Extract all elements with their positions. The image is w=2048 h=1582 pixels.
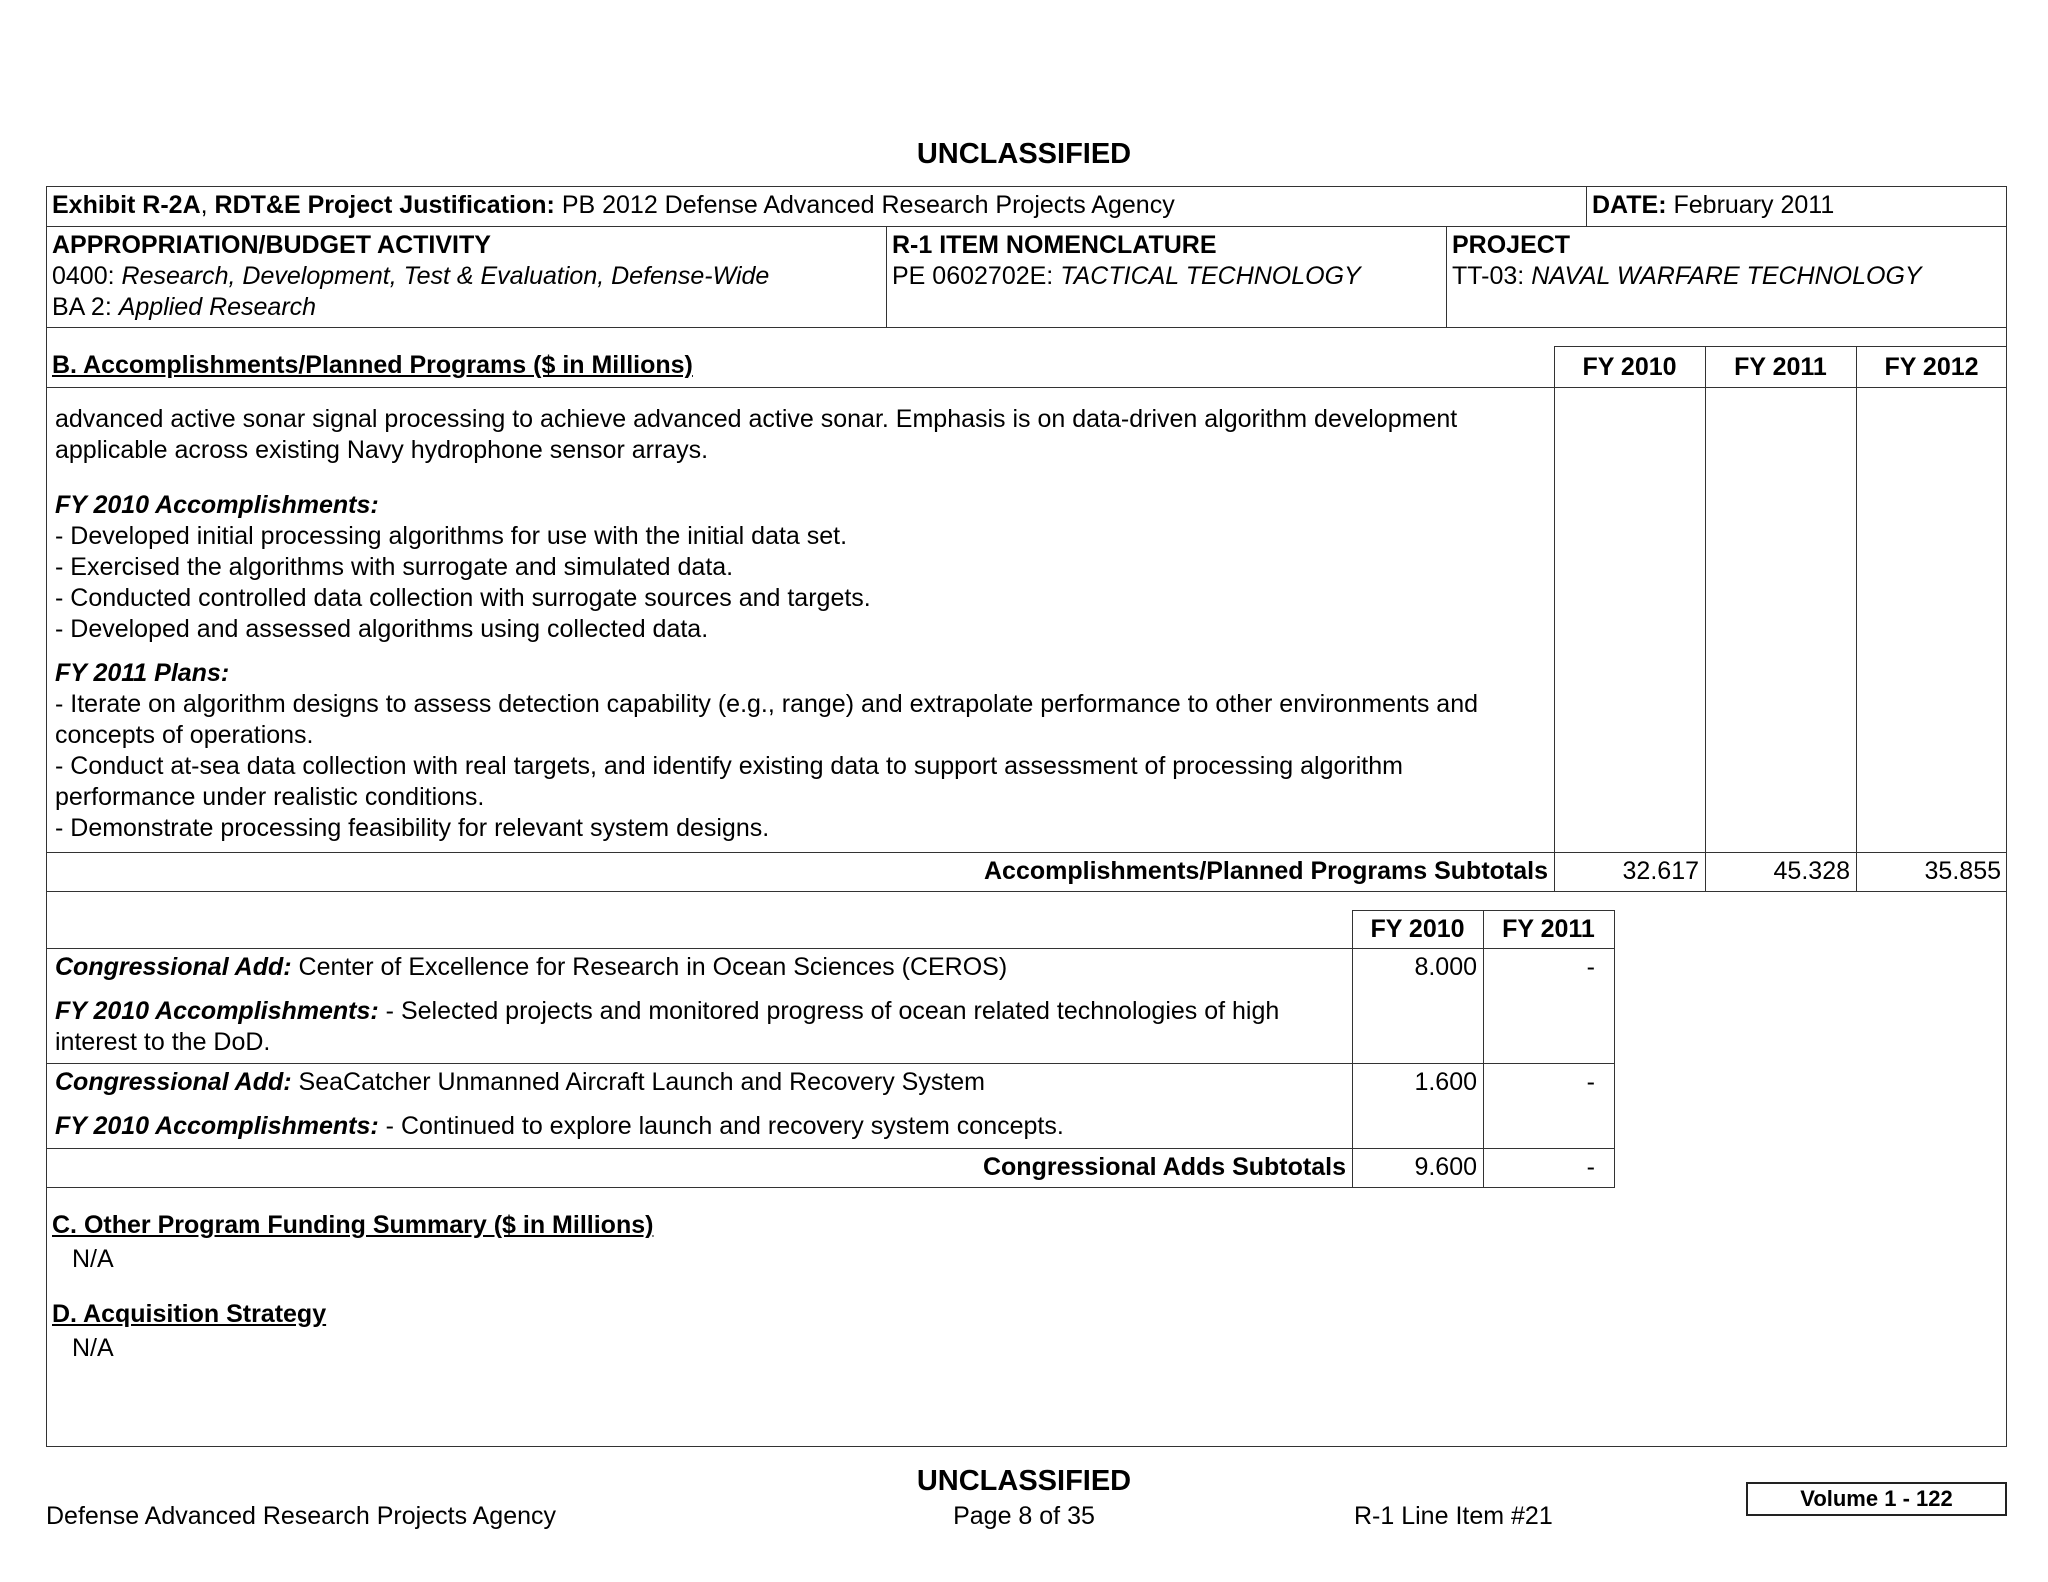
exhibit-title: Exhibit R-2A, RDT&E Project Justification: PB 2012 Defense Advanced Research Projects Agency [52, 191, 1175, 219]
list-item: performance under realistic conditions. [55, 783, 485, 811]
subtotal-fy2011: 45.328 [1773, 857, 1850, 885]
divider [46, 1187, 1614, 1188]
divider [46, 327, 2007, 328]
section-b-title: B. Accomplishments/Planned Programs ($ in Millions) [52, 351, 693, 379]
divider [46, 1063, 1614, 1064]
divider [1554, 346, 2007, 347]
cong-header-fy2010: FY 2010 [1370, 915, 1465, 943]
date-field: DATE: February 2011 [1592, 191, 1835, 219]
cong-subtotal-fy2011: - [1586, 1153, 1595, 1181]
divider [1586, 186, 1587, 227]
divider [46, 226, 2007, 227]
list-item: - Developed initial processing algorithms for use with the initial data set. [55, 522, 848, 550]
divider [46, 891, 2007, 892]
cong-row-1-fy2010: 8.000 [1414, 953, 1477, 981]
cong-row-1-fy2011: - [1586, 953, 1595, 981]
divider [1705, 346, 1706, 892]
cong-row-2-fy2010: 1.600 [1414, 1068, 1477, 1096]
list-item: - Demonstrate processing feasibility for relevant system designs. [55, 814, 770, 842]
footer-volume: Volume 1 - 122 [1746, 1482, 2007, 1516]
divider [46, 852, 2007, 853]
list-item: - Iterate on algorithm designs to assess detection capability (e.g., range) and extrapolate performance to other environments and [55, 690, 1479, 718]
appropriation-block: APPROPRIATION/BUDGET ACTIVITY 0400: Research, Development, Test & Evaluation, Defense-Wide BA 2: Applied Research [52, 231, 770, 321]
section-d-title: D. Acquisition Strategy [52, 1300, 327, 1328]
col-header-fy2010: FY 2010 [1582, 353, 1677, 381]
section-d-value: N/A [72, 1334, 114, 1362]
cong-header-fy2011: FY 2011 [1502, 915, 1595, 943]
classification-bottom: UNCLASSIFIED [916, 1465, 1132, 1497]
subtotal-fy2010: 32.617 [1622, 857, 1699, 885]
list-item: concepts of operations. [55, 721, 314, 749]
cong-subtotal-fy2010: 9.600 [1414, 1153, 1477, 1181]
subtotal-label: Accomplishments/Planned Programs Subtotals [983, 857, 1548, 885]
divider [1446, 226, 1447, 328]
cong-row-2-fy2011: - [1586, 1068, 1595, 1096]
divider [46, 948, 1614, 949]
col-header-fy2012: FY 2012 [1884, 353, 1979, 381]
footer-page: Page 8 of 35 [953, 1502, 1095, 1530]
col-header-fy2011: FY 2011 [1734, 353, 1827, 381]
list-item: - Exercised the algorithms with surrogate and simulated data. [55, 553, 734, 581]
footer-agency: Defense Advanced Research Projects Agency [46, 1502, 557, 1530]
list-item: - Conducted controlled data collection with surrogate sources and targets. [55, 584, 871, 612]
list-item: - Conduct at-sea data collection with real targets, and identify existing data to support assessment of processing algorithm [55, 752, 1403, 780]
r1-nomenclature-block: R-1 ITEM NOMENCLATURE PE 0602702E: TACTICAL TECHNOLOGY [892, 231, 1361, 290]
list-item: - Developed and assessed algorithms using collected data. [55, 615, 709, 643]
divider [46, 387, 2007, 388]
divider [1856, 346, 1857, 892]
divider [1554, 346, 1555, 892]
cong-add-row-1: Congressional Add: Center of Excellence for Research in Ocean Sciences (CEROS) FY 2010 Accomplishments: - Selected projects and monitored progress of ocean related technologies of high interest to the DoD. [55, 953, 1280, 1056]
cong-add-row-2: Congressional Add: SeaCatcher Unmanned Aircraft Launch and Recovery System FY 2010 Accomplishments: - Continued to explore launch and recovery system concepts. [55, 1068, 1064, 1140]
cong-subtotal-label: Congressional Adds Subtotals [982, 1153, 1346, 1181]
section-c-value: N/A [72, 1245, 114, 1273]
divider [886, 226, 887, 328]
subtotal-fy2012: 35.855 [1924, 857, 2001, 885]
divider [1614, 910, 1615, 1188]
classification-top: UNCLASSIFIED [916, 138, 1132, 170]
project-block: PROJECT TT-03: NAVAL WARFARE TECHNOLOGY [1452, 231, 1922, 290]
section-b-body: advanced active sonar signal processing to achieve advanced active sonar. Emphasis is on data-driven algorithm development applicable across existing Navy hydrophone sensor arrays. FY 2010 Accomplishments: - Developed initial processing algorithms for use with the initial data set. - Exercised the algorithms with surrogate and simulated data. - Conducted controlled data collection with surrogate sources and targets. - Developed and assessed algorithms using collected data. FY 2011 Plans: - Iterate on algorithm designs to assess detection capability (e.g., range) and extrapolate performance to other environments and concepts of operations. - Conduct at-sea data collection with real targets, and identify existing data to support assessment of processing algorithm performance under realistic conditions. - Demonstrate processing feasibility for relevant system designs. [55, 404, 1550, 844]
footer-line-item: R-1 Line Item #21 [1354, 1502, 1553, 1530]
section-c-title: C. Other Program Funding Summary ($ in Millions) [52, 1211, 654, 1239]
divider [46, 1148, 1614, 1149]
